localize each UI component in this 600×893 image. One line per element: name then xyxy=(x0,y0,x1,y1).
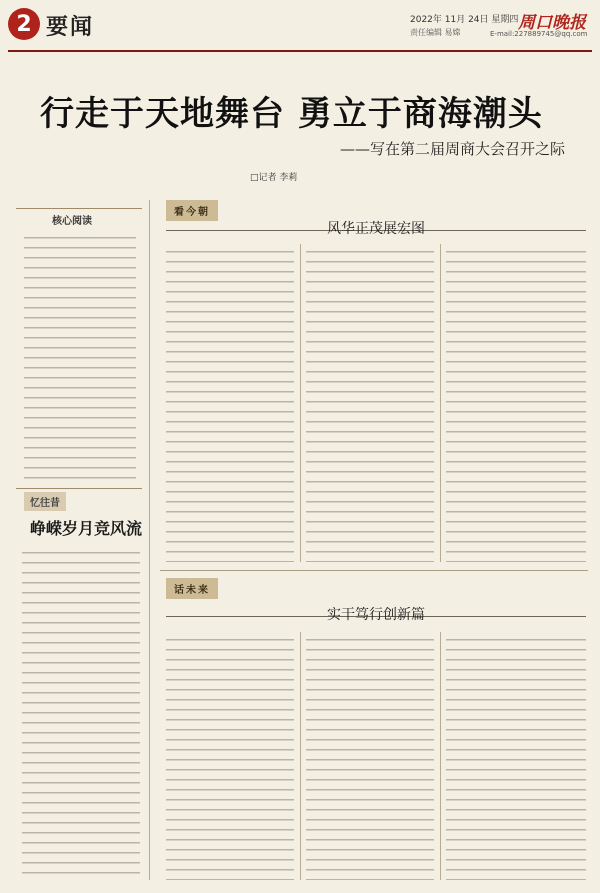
feature-title: 峥嵘岁月竞风流 xyxy=(30,519,143,538)
core-reading-text xyxy=(24,230,136,480)
sidebar-mid-rule xyxy=(16,488,142,489)
core-reading-title: 核心阅读 xyxy=(52,216,92,227)
page-number-badge: 2 xyxy=(8,8,40,40)
section-tag-future: 话未来 xyxy=(166,578,218,599)
section-name: 要闻 xyxy=(46,15,95,40)
byline: □记者 李莉 xyxy=(250,173,298,183)
newspaper-logo: 周口晚报 xyxy=(518,13,586,33)
section-2-divider-1 xyxy=(300,632,301,880)
section-2-column-2 xyxy=(306,632,434,880)
contact-email: E-mail:227889745@qq.com xyxy=(490,30,588,38)
section-1-column-1 xyxy=(166,244,294,562)
section-separator xyxy=(160,570,588,571)
masthead-rule xyxy=(8,50,592,52)
section-1-column-3 xyxy=(446,244,586,562)
section-2-divider-2 xyxy=(440,632,441,880)
section-1-column-2 xyxy=(306,244,434,562)
section-2-heading: 实干笃行创新篇 xyxy=(327,607,425,623)
section-1-heading: 风华正茂展宏图 xyxy=(327,221,425,237)
sidebar-top-rule xyxy=(16,208,142,209)
section-2-column-3 xyxy=(446,632,586,880)
reminisce-tag: 忆往昔 xyxy=(24,492,66,511)
section-1-divider-2 xyxy=(440,244,441,562)
publication-date: 2022年 11月 24日 星期四 xyxy=(410,15,519,25)
subheadline: ——写在第二届周商大会召开之际 xyxy=(340,140,566,158)
feature-body-text xyxy=(22,545,140,875)
section-tag-today: 看今朝 xyxy=(166,200,218,221)
sidebar-divider xyxy=(149,200,150,880)
headline: 行走于天地舞台 勇立于商海潮头 xyxy=(40,94,543,134)
section-2-column-1 xyxy=(166,632,294,880)
section-1-divider-1 xyxy=(300,244,301,562)
editor-line: 责任编辑 易嫦 xyxy=(410,28,461,37)
